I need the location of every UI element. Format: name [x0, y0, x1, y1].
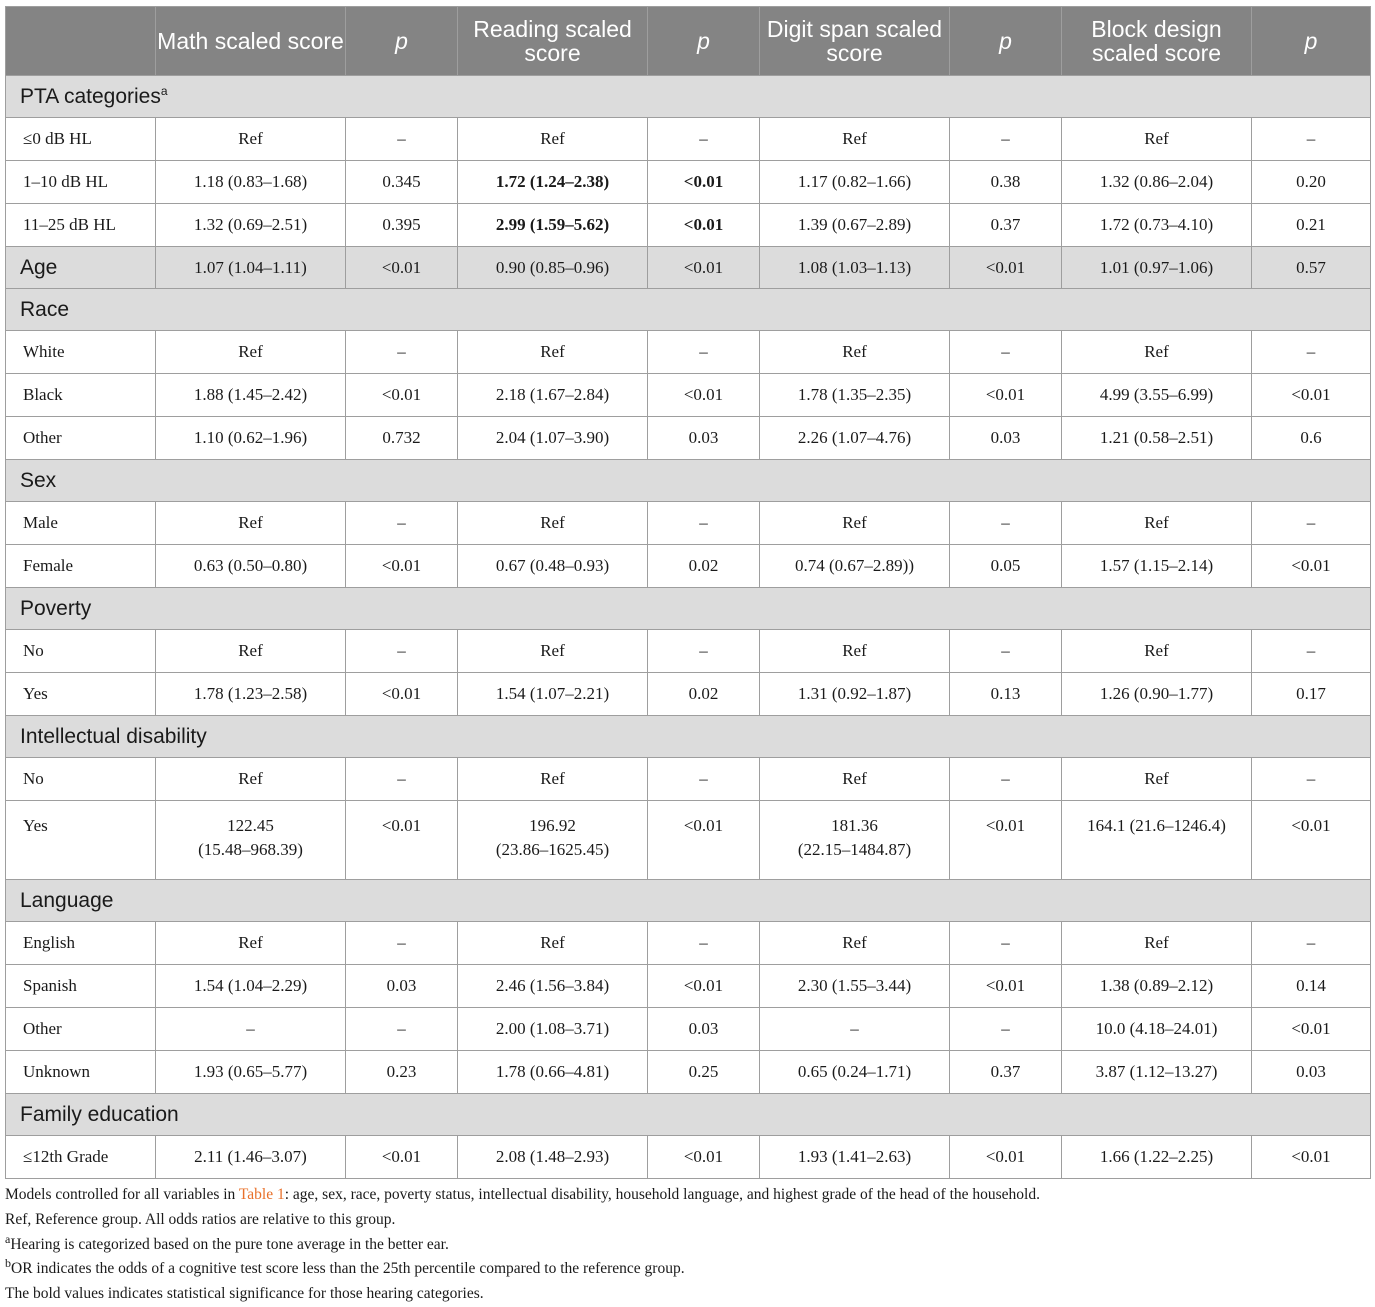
- cell-reading-p: –: [648, 922, 760, 965]
- header-digit-p: p: [950, 7, 1062, 76]
- cell-math: Ref: [156, 502, 346, 545]
- table-row: [6, 118, 1371, 161]
- cell-reading: Ref: [458, 758, 648, 801]
- cell-line: (23.86–1625.45): [495, 840, 610, 859]
- category-sex: Sex: [6, 460, 1371, 502]
- cell-block-p: 0.14: [1252, 965, 1371, 1008]
- cell-math-p: 0.03: [346, 965, 458, 1008]
- cell-digit-p: –: [950, 331, 1062, 374]
- cell-math: 1.07 (1.04–1.11): [156, 247, 346, 289]
- table-row: [6, 922, 1371, 965]
- cell-reading-p: –: [648, 331, 760, 374]
- row-label: Other: [6, 1008, 156, 1051]
- cell-block-p: –: [1252, 630, 1371, 673]
- cell-block: 1.32 (0.86–2.04): [1062, 161, 1252, 204]
- cell-reading-p: <0.01: [648, 204, 760, 247]
- header-digit: Digit span scaled score: [760, 7, 950, 76]
- cell-reading-p: –: [648, 630, 760, 673]
- cell-math-p: 0.732: [346, 417, 458, 460]
- cell-block: 3.87 (1.12–13.27): [1062, 1051, 1252, 1094]
- cell-reading-p: –: [648, 502, 760, 545]
- cell-math-p: <0.01: [346, 673, 458, 716]
- cell-reading-p: 0.02: [648, 545, 760, 588]
- row-label: No: [6, 630, 156, 673]
- cell-digit-p: 0.37: [950, 1051, 1062, 1094]
- cell-digit-p: 0.03: [950, 417, 1062, 460]
- header-math: Math scaled score: [156, 7, 346, 76]
- row-label: Yes: [6, 801, 156, 880]
- cell-reading-p: <0.01: [648, 801, 760, 880]
- cell-reading-p: –: [648, 118, 760, 161]
- table-footnotes: [5, 1183, 1370, 1307]
- cell-math-p: <0.01: [346, 1136, 458, 1179]
- cell-digit: 1.78 (1.35–2.35): [760, 374, 950, 417]
- cell-digit: 2.26 (1.07–4.76): [760, 417, 950, 460]
- cell-digit-p: <0.01: [950, 374, 1062, 417]
- cell-digit: Ref: [760, 922, 950, 965]
- cell-block-p: <0.01: [1252, 1136, 1371, 1179]
- cell-block-p: –: [1252, 118, 1371, 161]
- category-language: Language: [6, 880, 1371, 922]
- cell-math-p: –: [346, 922, 458, 965]
- cell-block: 1.38 (0.89–2.12): [1062, 965, 1252, 1008]
- row-label: Unknown: [6, 1051, 156, 1094]
- cell-math-p: <0.01: [346, 801, 458, 880]
- category-row: [6, 588, 1371, 630]
- cell-block-p: 0.20: [1252, 161, 1371, 204]
- cell-digit: 0.65 (0.24–1.71): [760, 1051, 950, 1094]
- cell-reading: Ref: [458, 331, 648, 374]
- cell-digit: 1.17 (0.82–1.66): [760, 161, 950, 204]
- cell-math: Ref: [156, 922, 346, 965]
- cell-digit: 1.93 (1.41–2.63): [760, 1136, 950, 1179]
- cell-math-p: –: [346, 118, 458, 161]
- cell-line: (15.48–968.39): [198, 840, 303, 859]
- cell-block: 1.21 (0.58–2.51): [1062, 417, 1252, 460]
- cell-block: 1.57 (1.15–2.14): [1062, 545, 1252, 588]
- row-label: 11–25 dB HL: [6, 204, 156, 247]
- cell-digit-p: 0.37: [950, 204, 1062, 247]
- cell-reading-p: <0.01: [648, 965, 760, 1008]
- cell-digit: Ref: [760, 502, 950, 545]
- category-family: Family education: [6, 1094, 1371, 1136]
- cell-math: –: [156, 1008, 346, 1051]
- cell-block: Ref: [1062, 758, 1252, 801]
- cell-reading: 1.78 (0.66–4.81): [458, 1051, 648, 1094]
- header-reading-p: p: [648, 7, 760, 76]
- cell-reading: Ref: [458, 118, 648, 161]
- cell-digit-p: <0.01: [950, 1136, 1062, 1179]
- category-row: [6, 289, 1371, 331]
- header-math-p: p: [346, 7, 458, 76]
- header-reading: Reading scaled score: [458, 7, 648, 76]
- header-block: Block design scaled score: [1062, 7, 1252, 76]
- cell-math: 2.11 (1.46–3.07): [156, 1136, 346, 1179]
- cell-math: Ref: [156, 118, 346, 161]
- cell-block: Ref: [1062, 118, 1252, 161]
- cell-digit-p: <0.01: [950, 801, 1062, 880]
- cell-math-p: 0.345: [346, 161, 458, 204]
- cell-digit-p: 0.38: [950, 161, 1062, 204]
- row-label: No: [6, 758, 156, 801]
- table-row: [6, 630, 1371, 673]
- cell-digit-p: <0.01: [950, 965, 1062, 1008]
- table-row: [6, 417, 1371, 460]
- cell-digit: 2.30 (1.55–3.44): [760, 965, 950, 1008]
- cell-block-p: <0.01: [1252, 545, 1371, 588]
- footnote-marker: b: [5, 1256, 11, 1271]
- cell-reading: 0.67 (0.48–0.93): [458, 545, 648, 588]
- row-label: Other: [6, 417, 156, 460]
- cell-math: 0.63 (0.50–0.80): [156, 545, 346, 588]
- category-intellectual: Intellectual disability: [6, 716, 1371, 758]
- row-label: Spanish: [6, 965, 156, 1008]
- cell-block: 1.01 (0.97–1.06): [1062, 247, 1252, 289]
- cell-math: [156, 801, 346, 880]
- cell-block: 1.72 (0.73–4.10): [1062, 204, 1252, 247]
- cell-block-p: 0.21: [1252, 204, 1371, 247]
- cell-digit-p: –: [950, 630, 1062, 673]
- cell-reading: 2.99 (1.59–5.62): [458, 204, 648, 247]
- cell-block-p: –: [1252, 758, 1371, 801]
- cell-block-p: <0.01: [1252, 1008, 1371, 1051]
- cell-block-p: –: [1252, 922, 1371, 965]
- cell-reading-p: 0.02: [648, 673, 760, 716]
- cell-block-p: 0.57: [1252, 247, 1371, 289]
- cell-reading: Ref: [458, 502, 648, 545]
- cell-digit-p: –: [950, 502, 1062, 545]
- cell-math-p: –: [346, 502, 458, 545]
- cell-reading-p: 0.03: [648, 417, 760, 460]
- cell-digit-p: 0.13: [950, 673, 1062, 716]
- cell-reading: 2.04 (1.07–3.90): [458, 417, 648, 460]
- cell-reading-p: –: [648, 758, 760, 801]
- footnote-line: $^a$Hearing is categorized based on the pure tone average in the better ear.: [5, 1231, 449, 1253]
- category-row: [6, 1094, 1371, 1136]
- category-age: Age: [6, 247, 156, 289]
- table-row: [6, 1051, 1371, 1094]
- cell-reading: 2.00 (1.08–3.71): [458, 1008, 648, 1051]
- table-row: [6, 1008, 1371, 1051]
- cell-block: 1.66 (1.22–2.25): [1062, 1136, 1252, 1179]
- cell-math: 1.18 (0.83–1.68): [156, 161, 346, 204]
- cell-math: 1.32 (0.69–2.51): [156, 204, 346, 247]
- cell-digit: Ref: [760, 331, 950, 374]
- cell-reading: 2.08 (1.48–2.93): [458, 1136, 648, 1179]
- category-pta: PTA categories$^a$: [6, 76, 1371, 118]
- cell-math-p: <0.01: [346, 247, 458, 289]
- table-row: [6, 545, 1371, 588]
- cell-math-p: <0.01: [346, 374, 458, 417]
- header-row: [6, 7, 1371, 76]
- cell-digit: 1.08 (1.03–1.13): [760, 247, 950, 289]
- row-label: White: [6, 331, 156, 374]
- footnote-marker: a: [5, 1231, 11, 1246]
- cell-digit-p: –: [950, 922, 1062, 965]
- table-row: [6, 1136, 1371, 1179]
- row-label: English: [6, 922, 156, 965]
- header-block-p: p: [1252, 7, 1371, 76]
- table-row: [6, 801, 1371, 880]
- results-table-container: [5, 6, 1370, 1179]
- cell-digit: Ref: [760, 758, 950, 801]
- row-label: Male: [6, 502, 156, 545]
- cell-block: 4.99 (3.55–6.99): [1062, 374, 1252, 417]
- cell-line: 181.36: [831, 816, 878, 835]
- cell-reading-p: <0.01: [648, 374, 760, 417]
- category-row: [6, 716, 1371, 758]
- category-row: [6, 76, 1371, 118]
- cell-digit-p: –: [950, 758, 1062, 801]
- table-row: [6, 502, 1371, 545]
- cell-block: 10.0 (4.18–24.01): [1062, 1008, 1252, 1051]
- cell-math-p: –: [346, 331, 458, 374]
- cell-digit: Ref: [760, 118, 950, 161]
- cell-math: 1.10 (0.62–1.96): [156, 417, 346, 460]
- cell-reading-p: 0.25: [648, 1051, 760, 1094]
- table-row: [6, 965, 1371, 1008]
- row-label: Yes: [6, 673, 156, 716]
- table-row: [6, 331, 1371, 374]
- table-row: [6, 374, 1371, 417]
- table-1-link[interactable]: Table 1: [238, 1186, 285, 1203]
- cell-block: 1.26 (0.90–1.77): [1062, 673, 1252, 716]
- cell-digit: [760, 801, 950, 880]
- cell-block: Ref: [1062, 630, 1252, 673]
- cell-block: Ref: [1062, 922, 1252, 965]
- footnote-line: The bold values indicates statistical significance for those hearing categories.: [5, 1285, 484, 1303]
- cell-digit-p: –: [950, 118, 1062, 161]
- category-row: [6, 880, 1371, 922]
- cell-math: 1.54 (1.04–2.29): [156, 965, 346, 1008]
- cell-reading: Ref: [458, 922, 648, 965]
- cell-reading-p: <0.01: [648, 161, 760, 204]
- cell-digit-p: –: [950, 1008, 1062, 1051]
- cell-digit: 0.74 (0.67–2.89)): [760, 545, 950, 588]
- odds-ratio-table: [5, 6, 1371, 1179]
- footnote-marker: a: [160, 83, 168, 98]
- cell-digit-p: <0.01: [950, 247, 1062, 289]
- cell-math: Ref: [156, 331, 346, 374]
- cell-reading: 1.72 (1.24–2.38): [458, 161, 648, 204]
- cell-digit: 1.31 (0.92–1.87): [760, 673, 950, 716]
- cell-reading-p: <0.01: [648, 247, 760, 289]
- footnote-line: $^b$OR indicates the odds of a cognitive test score less than the 25th percentile compared to the reference group.: [5, 1256, 685, 1278]
- cell-math: Ref: [156, 630, 346, 673]
- footnote-line: Models controlled for all variables in Table 1: age, sex, race, poverty status, intellectual disability, household language, and highest grade of the head of the household.: [5, 1186, 1040, 1203]
- cell-digit-p: 0.05: [950, 545, 1062, 588]
- row-label: Female: [6, 545, 156, 588]
- category-row: [6, 460, 1371, 502]
- cell-math-p: 0.395: [346, 204, 458, 247]
- cell-digit: –: [760, 1008, 950, 1051]
- cell-math: 1.78 (1.23–2.58): [156, 673, 346, 716]
- cell-math-p: –: [346, 630, 458, 673]
- table-row: [6, 673, 1371, 716]
- cell-block: 164.1 (21.6–1246.4): [1062, 801, 1252, 880]
- cell-line: 196.92: [529, 816, 576, 835]
- cell-reading: Ref: [458, 630, 648, 673]
- cell-reading: [458, 801, 648, 880]
- cell-block-p: –: [1252, 331, 1371, 374]
- cell-reading: 2.46 (1.56–3.84): [458, 965, 648, 1008]
- row-label: Black: [6, 374, 156, 417]
- row-label: 1–10 dB HL: [6, 161, 156, 204]
- cell-math: 1.93 (0.65–5.77): [156, 1051, 346, 1094]
- cell-math-p: –: [346, 758, 458, 801]
- cell-math: Ref: [156, 758, 346, 801]
- cell-reading: 1.54 (1.07–2.21): [458, 673, 648, 716]
- cell-block-p: 0.03: [1252, 1051, 1371, 1094]
- cell-block-p: <0.01: [1252, 374, 1371, 417]
- cell-block: Ref: [1062, 331, 1252, 374]
- cell-reading: 0.90 (0.85–0.96): [458, 247, 648, 289]
- footnote-line: Ref, Reference group. All odds ratios are relative to this group.: [5, 1210, 396, 1228]
- cell-line: 122.45: [227, 816, 274, 835]
- cell-line: (22.15–1484.87): [797, 840, 912, 859]
- category-race: Race: [6, 289, 1371, 331]
- cell-block-p: –: [1252, 502, 1371, 545]
- cell-block-p: 0.6: [1252, 417, 1371, 460]
- cell-digit: Ref: [760, 630, 950, 673]
- cell-math: 1.88 (1.45–2.42): [156, 374, 346, 417]
- category-poverty: Poverty: [6, 588, 1371, 630]
- cell-block-p: 0.17: [1252, 673, 1371, 716]
- table-row: [6, 161, 1371, 204]
- cell-reading-p: 0.03: [648, 1008, 760, 1051]
- header-empty: [6, 7, 156, 76]
- category-row-age: [6, 247, 1371, 289]
- cell-math-p: –: [346, 1008, 458, 1051]
- table-row: [6, 758, 1371, 801]
- cell-math-p: 0.23: [346, 1051, 458, 1094]
- cell-reading: 2.18 (1.67–2.84): [458, 374, 648, 417]
- table-row: [6, 204, 1371, 247]
- cell-block: Ref: [1062, 502, 1252, 545]
- cell-math-p: <0.01: [346, 545, 458, 588]
- cell-reading-p: <0.01: [648, 1136, 760, 1179]
- cell-digit: 1.39 (0.67–2.89): [760, 204, 950, 247]
- row-label: ≤12th Grade: [6, 1136, 156, 1179]
- row-label: ≤0 dB HL: [6, 118, 156, 161]
- cell-block-p: <0.01: [1252, 801, 1371, 880]
